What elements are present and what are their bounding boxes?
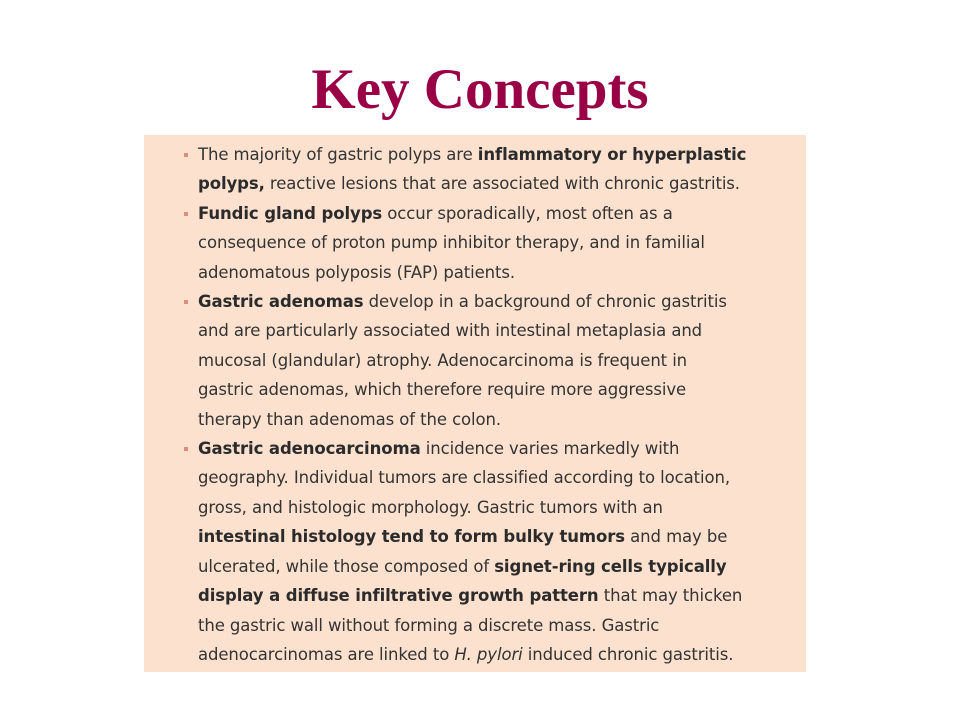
text-segment: gastric adenomas, which therefore require more aggressive bbox=[198, 380, 687, 400]
bullet-line bbox=[198, 640, 792, 669]
italic-term: H. pylori bbox=[454, 644, 523, 664]
text-segment: adenomatous polyposis (FAP) patients. bbox=[198, 262, 516, 282]
text-segment: and are particularly associated with intestinal metaplasia and bbox=[198, 321, 703, 341]
text-segment: mucosal (glandular) atrophy. Adenocarcinoma is frequent in bbox=[198, 350, 688, 370]
bullet-line bbox=[198, 316, 792, 345]
bold-term: Fundic gland polyps bbox=[198, 203, 383, 223]
text-segment: and may be bbox=[625, 527, 728, 547]
bullet-line bbox=[198, 258, 792, 287]
text-segment: gross, and histologic morphology. Gastric tumors with an bbox=[198, 497, 663, 517]
bullet-line bbox=[198, 169, 792, 198]
bullet-line bbox=[198, 405, 792, 434]
bullet-line bbox=[198, 581, 792, 610]
bold-term: Gastric adenomas bbox=[198, 292, 364, 312]
bullet-item bbox=[184, 199, 792, 287]
bullet-item bbox=[184, 434, 792, 669]
bullet-line bbox=[198, 346, 792, 375]
text-segment: reactive lesions that are associated with chronic gastritis. bbox=[264, 174, 740, 194]
bullet-line bbox=[198, 552, 792, 581]
bullet-marker-icon bbox=[184, 153, 188, 157]
bold-term: polyps, bbox=[198, 174, 265, 194]
text-segment: induced chronic gastritis. bbox=[522, 644, 734, 664]
text-segment: occur sporadically, most often as a bbox=[382, 203, 673, 223]
bullet-item bbox=[184, 287, 792, 434]
text-segment: the gastric wall without forming a discrete mass. Gastric bbox=[198, 615, 660, 635]
bold-term: inflammatory or hyperplastic bbox=[477, 145, 747, 164]
bold-term: display a diffuse infiltrative growth pattern bbox=[198, 586, 599, 606]
text-segment: ulcerated, while those composed of bbox=[198, 556, 495, 576]
text-segment: incidence varies markedly with bbox=[420, 439, 680, 459]
bullet-line bbox=[198, 140, 792, 169]
text-segment: geography. Individual tumors are classified according to location, bbox=[198, 468, 730, 488]
bullet-line bbox=[198, 611, 792, 640]
text-segment: consequence of proton pump inhibitor therapy, and in familial bbox=[198, 233, 705, 253]
bullet-line bbox=[198, 522, 792, 551]
bullet-line bbox=[198, 434, 792, 463]
bullet-line bbox=[198, 493, 792, 522]
bullet-line bbox=[198, 228, 792, 257]
text-segment: that may thicken bbox=[598, 586, 743, 606]
bullet-list bbox=[184, 140, 792, 669]
bold-term: Gastric adenocarcinoma bbox=[198, 439, 421, 459]
bold-term: signet-ring cells typically bbox=[494, 556, 727, 576]
bullet-line bbox=[198, 375, 792, 404]
bullet-line bbox=[198, 199, 792, 228]
text-segment: develop in a background of chronic gastritis bbox=[363, 292, 727, 312]
text-segment: adenocarcinomas are linked to bbox=[198, 644, 455, 664]
key-concepts-box bbox=[144, 135, 806, 672]
bullet-line bbox=[198, 463, 792, 492]
bold-term: intestinal histology tend to form bulky tumors bbox=[198, 527, 626, 547]
text-segment: The majority of gastric polyps are bbox=[198, 145, 478, 164]
bullet-marker-icon bbox=[184, 447, 188, 451]
bullet-marker-icon bbox=[184, 212, 188, 216]
bullet-line bbox=[198, 287, 792, 316]
bullet-item bbox=[184, 140, 792, 199]
bullet-marker-icon bbox=[184, 300, 188, 304]
text-segment: therapy than adenomas of the colon. bbox=[198, 409, 502, 429]
slide-title: Key Concepts bbox=[311, 58, 649, 121]
